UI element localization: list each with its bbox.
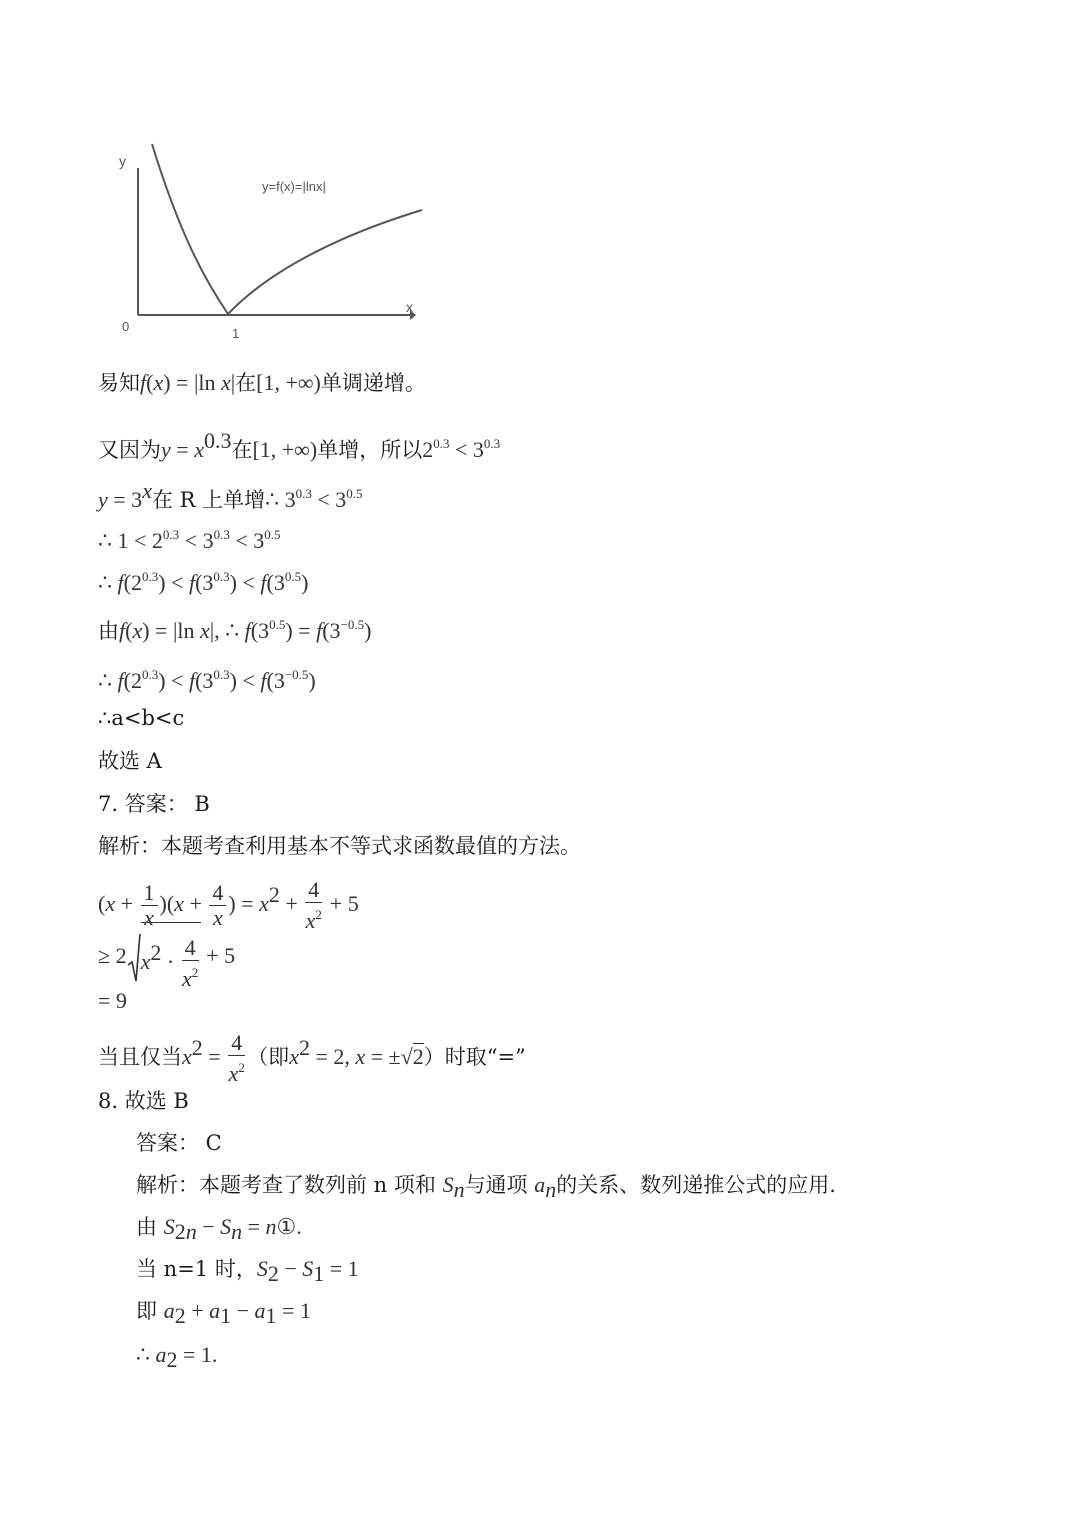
line-am-gm: ≥ 2 $x^2$ · $\frac{4}{x^2}$ + 5 xyxy=(98,924,235,991)
curve-label: y=f(x)=|lnx| xyxy=(262,179,326,194)
y-axis-label: y xyxy=(119,153,126,169)
line-q8-choose-b: 8. 故选 B xyxy=(98,1089,189,1113)
line-recurrence: 由 $S_{2n} - S_n$ = n①. xyxy=(136,1214,302,1244)
lnx-curve xyxy=(152,144,422,314)
line-q8-analysis: 解析：本题考查了数列前 n 项和 $S_n$与通项 $a_n$的关系、数列递推公式的应用. xyxy=(136,1172,836,1202)
line-q8-answer: 答案： C xyxy=(136,1131,222,1155)
line-conclusion: ∴a<b<c xyxy=(98,706,185,730)
line-q7-answer: 7. 答案： B xyxy=(98,792,210,816)
line-chain-inequality: ∴ $1 < 2^{0.3} < 3^{0.3} < 3^{0.5}$ xyxy=(98,527,281,553)
line-f-inequality-1: ∴ $f(2^{0.3}) < f(3^{0.3}) < f(3^{0.5})$ xyxy=(98,569,309,595)
line-f-inequality-2: ∴ $f(2^{0.3}) < f(3^{0.3}) < f(3^{-0.5})$ xyxy=(98,667,316,693)
line-expansion: (x + $\frac{1}{x}$ )(x + $\frac{4}{x}$ ) = $x^2$ + $\frac{4}{x^2}$ + 5 xyxy=(98,877,359,933)
line-q7-analysis: 解析：本题考查利用基本不等式求函数最值的方法。 xyxy=(98,834,581,858)
x-axis-label: x xyxy=(406,299,413,315)
line-symmetry: 由f(x) = |ln x|, ∴ $f(3^{0.5}) = f(3^{-0.5})$ xyxy=(98,617,372,643)
line-a2-equation: 即 $a_2 + a_1 - a_1 = 1$ xyxy=(136,1298,311,1328)
line-choose-a: 故选 A xyxy=(98,749,162,773)
one-label: 1 xyxy=(232,326,240,341)
lnx-graph xyxy=(110,140,430,345)
line-power-increasing: 又因为$y = x^{0.3}$在[1, +∞)单增，所以$2^{0.3} < 3^{0.3}$ xyxy=(98,428,501,462)
line-n-equals-1: 当 n=1 时，$S_2 - S_1 = 1$ xyxy=(136,1256,359,1286)
sqrt-sign xyxy=(127,930,141,986)
line-equals-9: = 9 xyxy=(98,988,127,1013)
line-monotonic-lnx: 易知f(x) = |ln x|在[1, +∞)单调递增。 xyxy=(98,370,426,395)
line-a2-result: ∴ $a_2 = 1$. xyxy=(136,1342,218,1372)
line-exp-increasing: $y = 3^x$在 R 上单增∴ $3^{0.3} < 3^{0.5}$ xyxy=(98,478,363,512)
line-equality-condition: 当且仅当$x^2$ = $\frac{4}{x^2}$ （即$x^2 = 2$, x = ±√2）时取“=” xyxy=(98,1030,526,1086)
origin-label: 0 xyxy=(122,319,130,334)
